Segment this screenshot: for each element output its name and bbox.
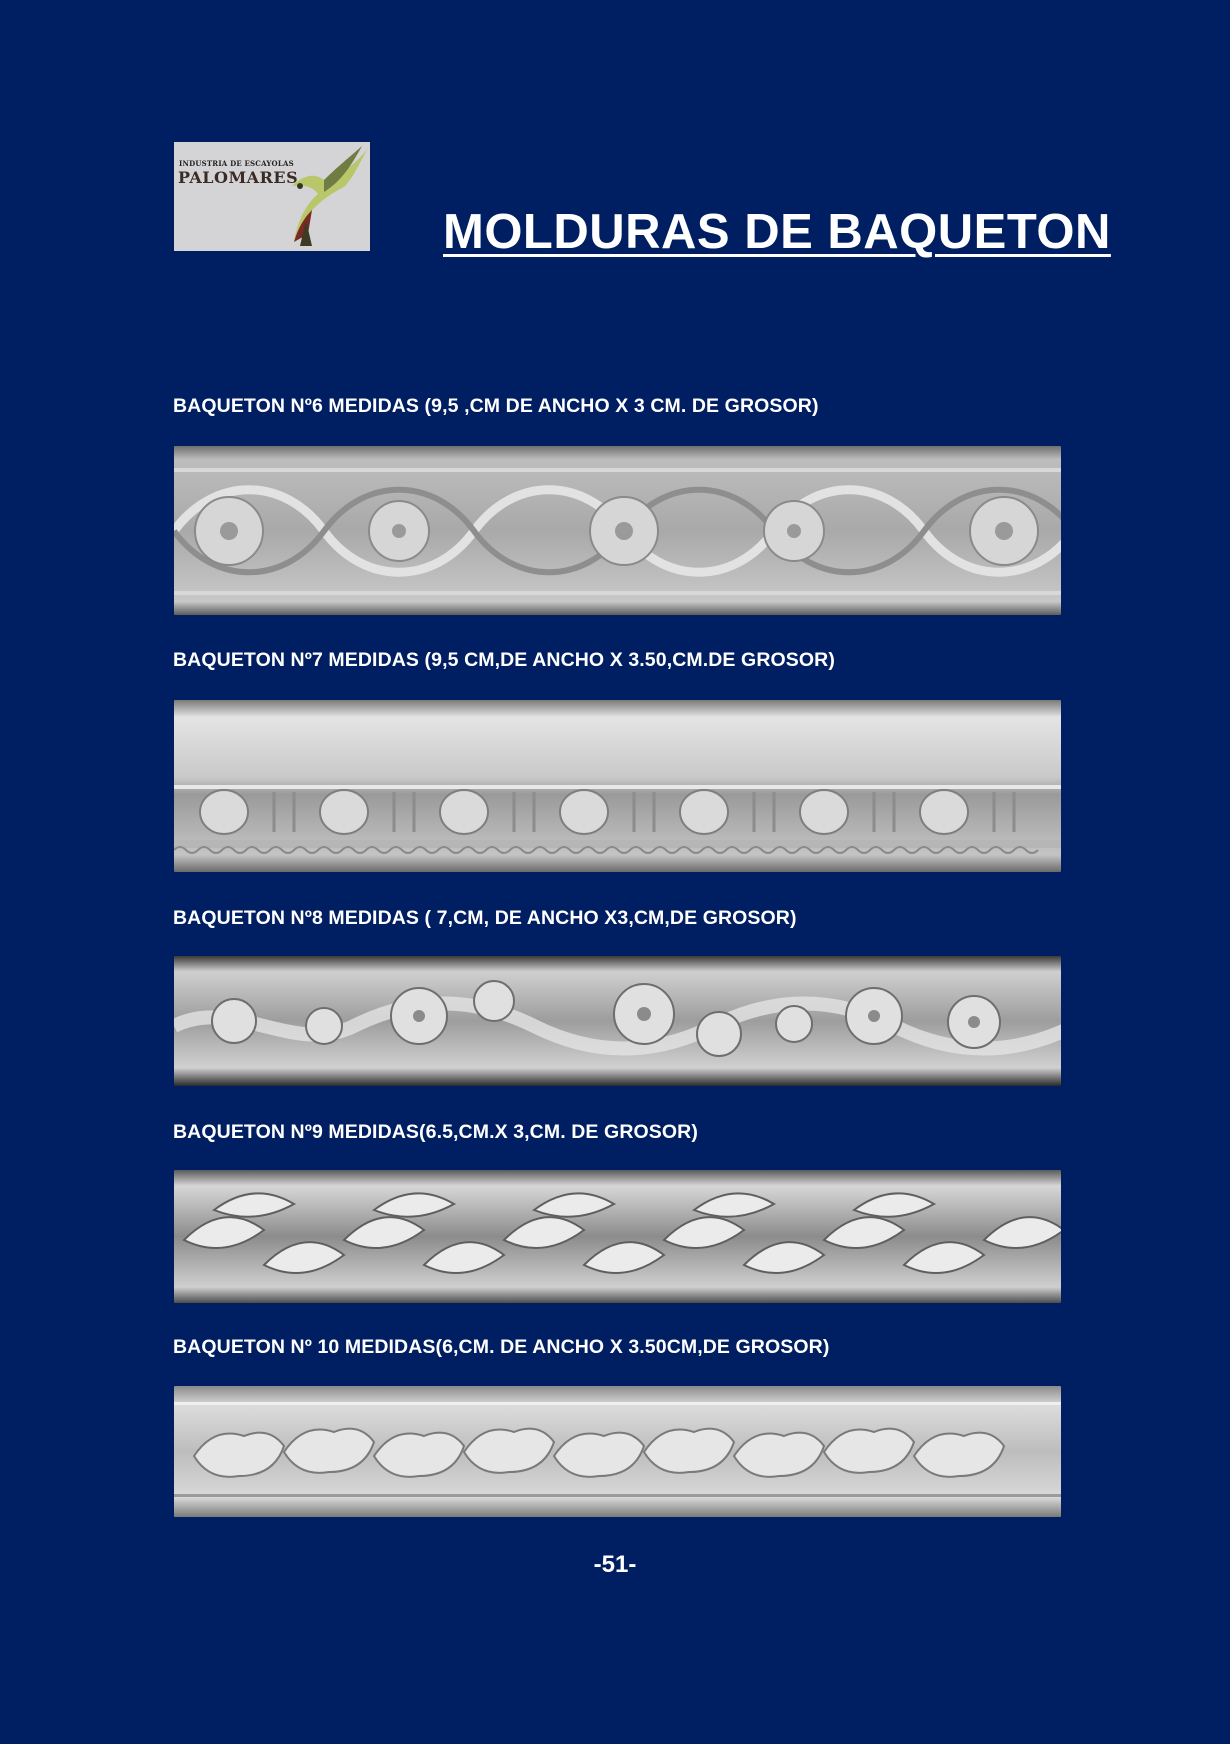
logo-wordmark: PALOMARES (178, 168, 299, 187)
page-number: -51- (593, 1551, 637, 1578)
molding-caption-10: BAQUETON Nº 10 MEDIDAS(6,CM. DE ANCHO X 3.50CM,DE GROSOR) (173, 1336, 830, 1358)
molding-caption-8: BAQUETON Nº8 MEDIDAS ( 7,CM, DE ANCHO X3,CM,DE GROSOR) (173, 907, 797, 929)
molding-photo-6 (174, 446, 1061, 615)
molding-photo-8 (174, 956, 1061, 1086)
brand-logo (174, 142, 370, 251)
molding-caption-6: BAQUETON Nº6 MEDIDAS (9,5 ,CM DE ANCHO X 3 CM. DE GROSOR) (173, 395, 819, 417)
molding-photo-9 (174, 1170, 1061, 1303)
molding-photo-10 (174, 1386, 1061, 1517)
molding-photo-7 (174, 700, 1061, 872)
page-title: MOLDURAS DE BAQUETON (443, 205, 1111, 259)
molding-caption-9: BAQUETON Nº9 MEDIDAS(6.5,CM.X 3,CM. DE GROSOR) (173, 1121, 698, 1143)
logo-tagline: INDUSTRIA DE ESCAYOLAS (179, 159, 294, 168)
molding-caption-7: BAQUETON Nº7 MEDIDAS (9,5 CM,DE ANCHO X 3.50,CM.DE GROSOR) (173, 649, 835, 671)
